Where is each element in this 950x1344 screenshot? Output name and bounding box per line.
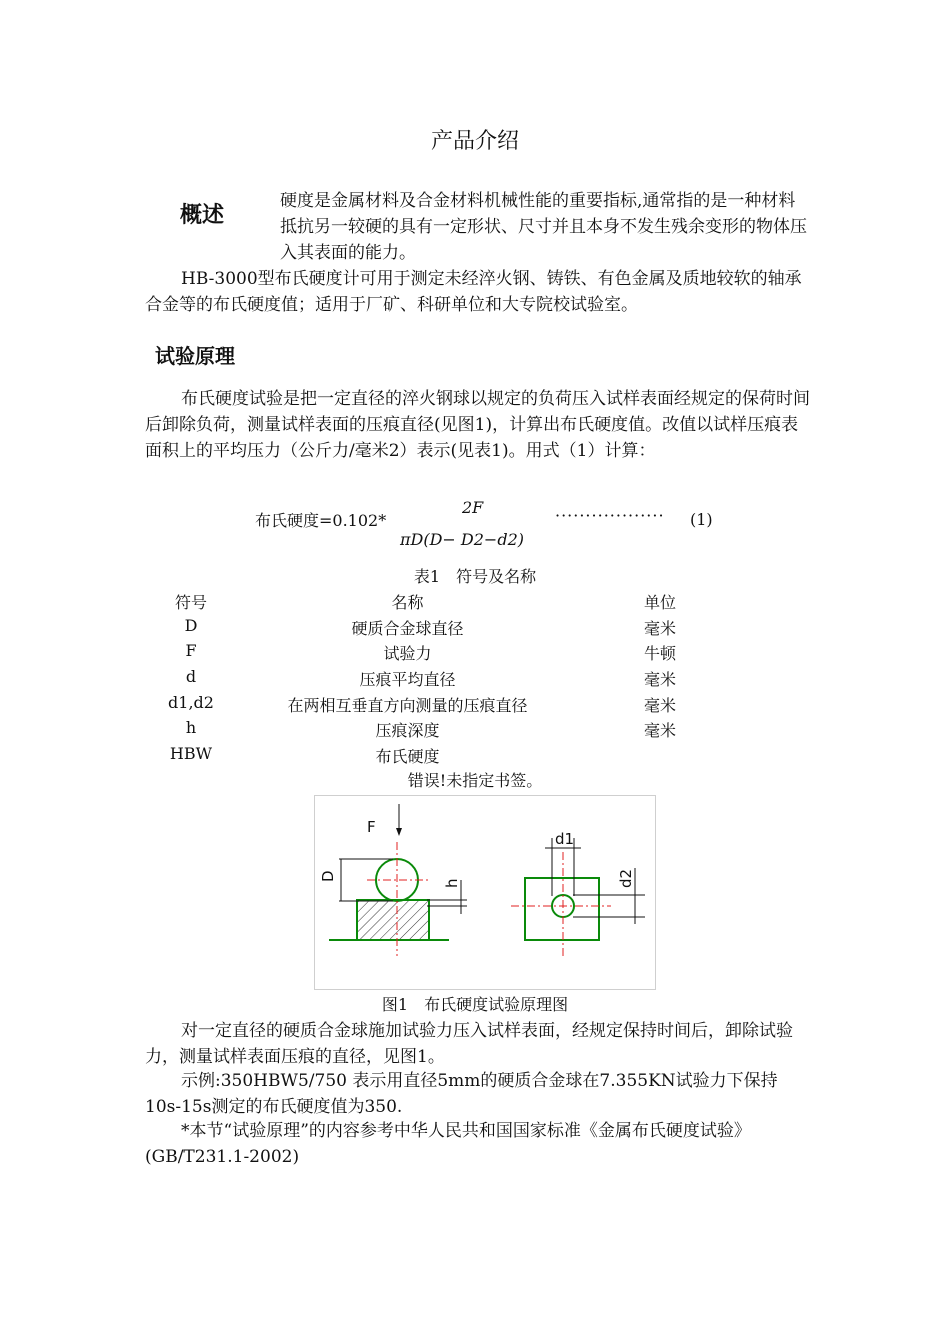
table-cell: 试验力	[383, 644, 432, 663]
depth-label: h	[443, 878, 461, 888]
table-cell: D	[184, 616, 198, 635]
table-cell: HBW	[169, 744, 213, 763]
table-row	[150, 641, 750, 667]
table-row	[150, 718, 750, 744]
table-row	[150, 693, 750, 719]
table-row	[150, 616, 750, 642]
table-header: 单位	[643, 593, 676, 612]
principle-heading: 试验原理	[155, 344, 235, 368]
product-paragraph: HB-3000型布氏硬度计可用于测定未经淬火钢、铸铁、有色金属及质地较软的轴承合金等的布氏硬度值；适用于厂矿、科研单位和大专院校试验室。	[145, 269, 802, 315]
table-cell: 牛顿	[643, 644, 676, 663]
table-cell: 硬质合金球直径	[351, 619, 464, 638]
table-cell: 在两相互垂直方向测量的压痕直径	[287, 696, 528, 715]
table-row	[150, 744, 750, 770]
example-paragraph: 示例:350HBW5/750 表示用直径5mm的硬质合金球在7.355KN试验力下保持10s-15s测定的布氏硬度值为350.	[145, 1071, 778, 1117]
formula-dots: ··················	[555, 506, 665, 525]
specimen-block	[357, 900, 429, 940]
formula-denominator: πD(D− D2−d2)	[400, 530, 524, 549]
table-cell: d	[185, 667, 197, 686]
force-label: F	[367, 818, 376, 836]
table-header-row	[150, 590, 750, 616]
table-cell: 毫米	[643, 670, 676, 689]
table-cell: d1,d2	[168, 693, 214, 712]
brinell-diagram-svg	[315, 796, 655, 989]
diameter-label: D	[319, 870, 337, 882]
force-arrow-head	[396, 828, 402, 836]
table-header: 符号	[174, 593, 207, 612]
table-cell: 布氏硬度	[375, 747, 440, 766]
d1-label: d1	[555, 830, 575, 848]
table-cell: 压痕平均直径	[359, 670, 456, 689]
page-title: 产品介绍	[430, 129, 519, 154]
table-cell: h	[185, 718, 197, 737]
d2-label: d2	[617, 868, 635, 888]
table-cell: 毫米	[643, 619, 676, 638]
error-bookmark-text: 错误!未指定书签。	[407, 771, 543, 790]
table-row	[150, 667, 750, 693]
principle-paragraph: 布氏硬度试验是把一定直径的淬火钢球以规定的负荷压入试样表面经规定的保荷时间后卸除负荷，测量试样表面的压痕直径(见图1)，计算出布氏硬度值。改值以试样压痕表面积上的平均压力（公斤力/毫米2）表示(见表1)。用式（1）计算：	[145, 389, 810, 461]
reference-paragraph: *本节“试验原理”的内容参考中华人民共和国国家标准《金属布氏硬度试验》(GB/T231.1-2002)	[145, 1121, 751, 1167]
brinell-diagram	[314, 795, 656, 990]
after-paragraph-1: 对一定直径的硬质合金球施加试验力压入试样表面，经规定保持时间后，卸除试验力，测量试样表面压痕的直径，见图1。	[145, 1021, 793, 1067]
formula-numerator: 2F	[462, 498, 484, 517]
specimen-top-view	[525, 878, 599, 940]
table-header: 名称	[391, 593, 424, 612]
formula-number: (1)	[690, 510, 713, 529]
figure-caption: 图1 布氏硬度试验原理图	[381, 995, 569, 1014]
table-cell: 压痕深度	[375, 721, 440, 740]
overview-text: 硬度是金属材料及合金材料机械性能的重要指标,通常指的是一种材料抵抗另一较硬的具有一定形状、尺寸并且本身不发生残余变形的物体压入其表面的能力。	[280, 191, 807, 263]
table-caption: 表1 符号及名称	[413, 567, 537, 586]
overview-heading: 概述	[180, 203, 225, 228]
table-cell: F	[185, 641, 197, 660]
formula-label: 布氏硬度=0.102*	[255, 511, 387, 530]
table-cell: 毫米	[643, 721, 676, 740]
table-cell: 毫米	[643, 696, 676, 715]
